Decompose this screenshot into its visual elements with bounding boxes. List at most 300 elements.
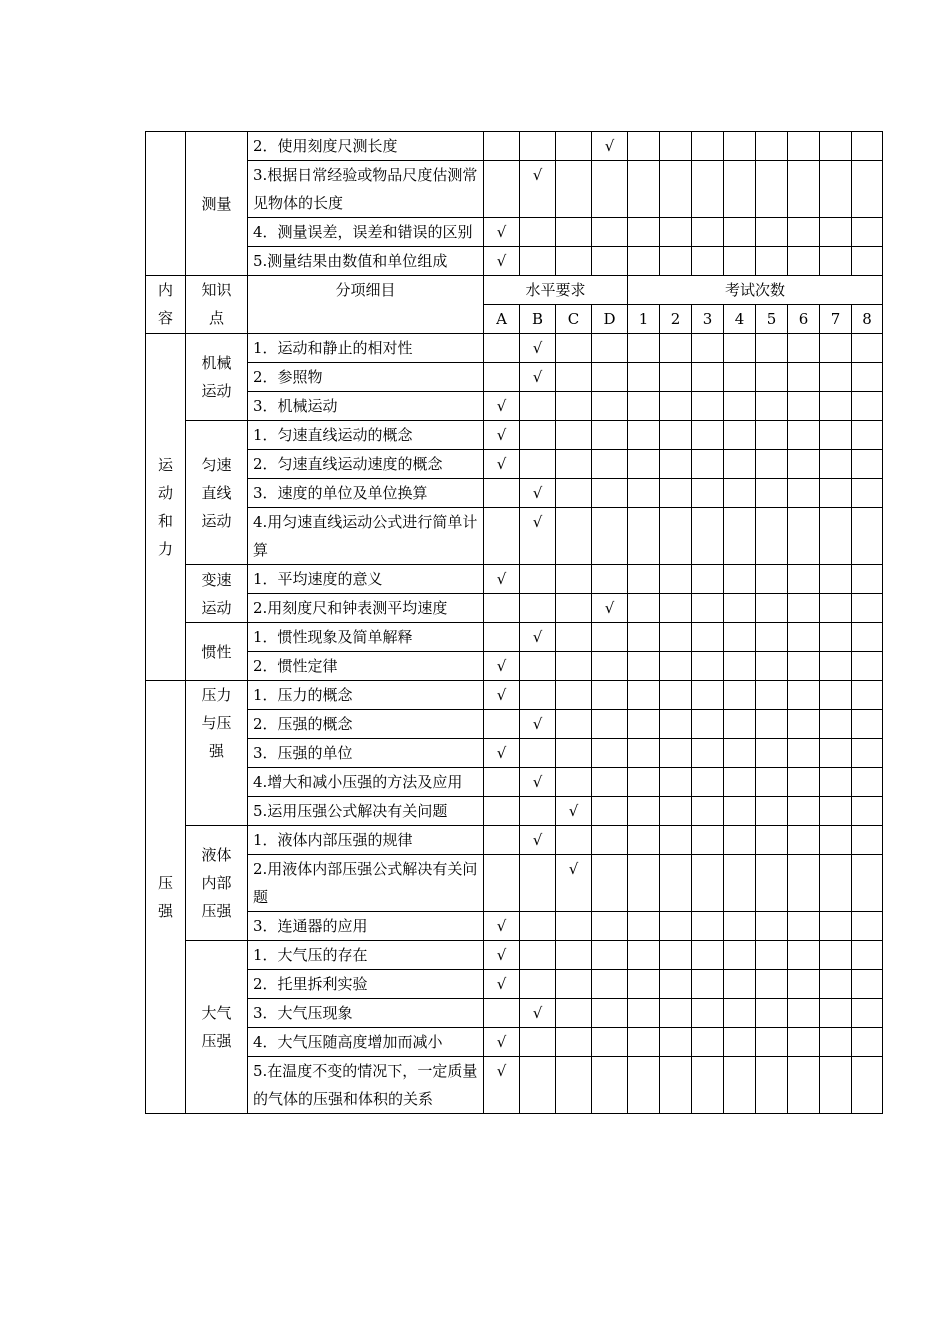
exam-count-cell [692, 710, 724, 739]
level-c-cell [556, 392, 592, 421]
exam-count-cell [820, 450, 852, 479]
check-mark: √ [496, 917, 507, 935]
exam-count-cell [852, 479, 883, 508]
check-mark: √ [532, 773, 543, 791]
exam-count-cell [628, 739, 660, 768]
level-b-cell [520, 363, 556, 392]
check-mark: √ [532, 831, 543, 849]
exam-count-cell [756, 681, 788, 710]
level-c-cell [556, 594, 592, 623]
syllabus-table [145, 131, 883, 1114]
item-detail: 5.在温度不变的情况下，一定质量的气体的压强和体积的关系 [248, 1057, 484, 1114]
exam-count-cell [660, 421, 692, 450]
exam-count-cell [724, 508, 756, 565]
level-d-cell [592, 565, 628, 594]
level-a-cell [484, 1057, 520, 1114]
level-c-cell [556, 479, 592, 508]
level-b-cell [520, 941, 556, 970]
level-a-cell [484, 623, 520, 652]
exam-count-cell [692, 826, 724, 855]
level-b-cell [520, 421, 556, 450]
exam-count-cell [852, 565, 883, 594]
exam-count-cell [852, 392, 883, 421]
table-row [146, 681, 883, 710]
level-a-cell [484, 421, 520, 450]
exam-count-cell [692, 392, 724, 421]
check-mark: √ [496, 686, 507, 704]
header-level-c: C [556, 305, 592, 334]
exam-count-cell [788, 941, 820, 970]
exam-count-cell [820, 797, 852, 826]
exam-count-cell [692, 855, 724, 912]
level-b-cell [520, 479, 556, 508]
exam-count-cell [756, 218, 788, 247]
exam-count-cell [788, 912, 820, 941]
content-cell [146, 132, 186, 276]
exam-count-cell [724, 421, 756, 450]
check-mark: √ [532, 628, 543, 646]
item-detail: 1．压力的概念 [248, 681, 484, 710]
exam-count-cell [692, 1028, 724, 1057]
table-row [146, 652, 883, 681]
level-b-cell [520, 1028, 556, 1057]
exam-count-cell [852, 623, 883, 652]
exam-count-cell [628, 565, 660, 594]
exam-count-cell [724, 652, 756, 681]
check-mark: √ [496, 252, 507, 270]
level-c-cell [556, 363, 592, 392]
check-mark: √ [532, 715, 543, 733]
table-row [146, 912, 883, 941]
level-d-cell [592, 855, 628, 912]
exam-count-cell [820, 161, 852, 218]
exam-count-cell [724, 797, 756, 826]
level-b-cell [520, 652, 556, 681]
table-row [146, 363, 883, 392]
item-detail: 1．匀速直线运动的概念 [248, 421, 484, 450]
exam-count-cell [852, 999, 883, 1028]
table-row [146, 247, 883, 276]
exam-count-cell [820, 363, 852, 392]
level-d-cell [592, 999, 628, 1028]
exam-count-cell [692, 218, 724, 247]
exam-count-cell [724, 941, 756, 970]
exam-count-cell [820, 421, 852, 450]
exam-count-cell [788, 855, 820, 912]
level-a-cell [484, 363, 520, 392]
check-mark: √ [496, 657, 507, 675]
exam-count-cell [628, 247, 660, 276]
exam-count-cell [628, 999, 660, 1028]
item-detail: 2．使用刻度尺测长度 [248, 132, 484, 161]
exam-count-cell [756, 999, 788, 1028]
level-b-cell [520, 450, 556, 479]
level-b-cell [520, 855, 556, 912]
exam-count-cell [692, 161, 724, 218]
level-d-cell [592, 450, 628, 479]
exam-count-cell [660, 334, 692, 363]
exam-count-cell [660, 363, 692, 392]
level-d-cell [592, 710, 628, 739]
table-row [146, 594, 883, 623]
check-mark: √ [496, 397, 507, 415]
table-body [146, 132, 883, 1114]
exam-count-cell [660, 161, 692, 218]
exam-count-cell [788, 1028, 820, 1057]
exam-count-cell [628, 218, 660, 247]
exam-count-cell [756, 1028, 788, 1057]
exam-count-cell [660, 450, 692, 479]
exam-count-cell [852, 912, 883, 941]
level-a-cell [484, 247, 520, 276]
level-b-cell [520, 594, 556, 623]
table-row [146, 421, 883, 450]
level-a-cell [484, 681, 520, 710]
table-row [146, 739, 883, 768]
check-mark: √ [604, 599, 615, 617]
item-detail: 3.根据日常经验或物品尺度估测常见物体的长度 [248, 161, 484, 218]
level-d-cell [592, 826, 628, 855]
table-row [146, 941, 883, 970]
table-row [146, 392, 883, 421]
level-d-cell [592, 681, 628, 710]
exam-count-cell [660, 797, 692, 826]
level-b-cell [520, 970, 556, 999]
exam-count-cell [660, 623, 692, 652]
level-a-cell [484, 652, 520, 681]
header-exam-1: 1 [628, 305, 660, 334]
exam-count-cell [692, 1057, 724, 1114]
exam-count-cell [820, 999, 852, 1028]
item-detail: 2．托里拆利实验 [248, 970, 484, 999]
exam-count-cell [628, 912, 660, 941]
item-detail: 2.用液体内部压强公式解决有关问题 [248, 855, 484, 912]
table-row [146, 218, 883, 247]
exam-count-cell [820, 912, 852, 941]
header-exam-3: 3 [692, 305, 724, 334]
item-detail: 1．大气压的存在 [248, 941, 484, 970]
item-detail: 4．测量误差，误差和错误的区别 [248, 218, 484, 247]
exam-count-cell [724, 855, 756, 912]
vertical-label: 压强 [157, 874, 173, 920]
exam-count-cell [756, 132, 788, 161]
level-d-cell [592, 652, 628, 681]
table-row [146, 999, 883, 1028]
exam-count-cell [852, 450, 883, 479]
level-b-cell [520, 826, 556, 855]
exam-count-cell [660, 132, 692, 161]
exam-count-cell [724, 999, 756, 1028]
exam-count-cell [660, 247, 692, 276]
exam-count-cell [724, 739, 756, 768]
header-level-a: A [484, 305, 520, 334]
table-row [146, 132, 883, 161]
item-detail: 3．速度的单位及单位换算 [248, 479, 484, 508]
content-cell [146, 334, 186, 681]
exam-count-cell [628, 594, 660, 623]
exam-count-cell [756, 855, 788, 912]
exam-count-cell [756, 739, 788, 768]
level-c-cell [556, 710, 592, 739]
exam-count-cell [852, 363, 883, 392]
level-b-cell [520, 710, 556, 739]
exam-count-cell [724, 247, 756, 276]
header-exam-7: 7 [820, 305, 852, 334]
table-row [146, 768, 883, 797]
table-row [146, 623, 883, 652]
level-a-cell [484, 970, 520, 999]
exam-count-cell [788, 1057, 820, 1114]
exam-count-cell [724, 218, 756, 247]
check-mark: √ [604, 137, 615, 155]
exam-count-cell [852, 710, 883, 739]
level-c-cell [556, 999, 592, 1028]
level-c-cell [556, 739, 592, 768]
exam-count-cell [756, 450, 788, 479]
exam-count-cell [756, 826, 788, 855]
exam-count-cell [820, 941, 852, 970]
knowledge-point: 测量 [186, 132, 248, 276]
exam-count-cell [692, 941, 724, 970]
level-b-cell [520, 768, 556, 797]
level-b-cell [520, 247, 556, 276]
check-mark: √ [532, 166, 543, 184]
level-d-cell [592, 941, 628, 970]
exam-count-cell [724, 594, 756, 623]
level-a-cell [484, 912, 520, 941]
level-d-cell [592, 1028, 628, 1057]
level-d-cell [592, 218, 628, 247]
check-mark: √ [496, 426, 507, 444]
exam-count-cell [852, 218, 883, 247]
exam-count-cell [820, 768, 852, 797]
exam-count-cell [852, 941, 883, 970]
level-a-cell [484, 479, 520, 508]
exam-count-cell [692, 247, 724, 276]
level-c-cell [556, 450, 592, 479]
item-detail: 2．参照物 [248, 363, 484, 392]
level-c-cell [556, 652, 592, 681]
exam-count-cell [820, 508, 852, 565]
exam-count-cell [692, 132, 724, 161]
level-c-cell [556, 247, 592, 276]
level-a-cell [484, 710, 520, 739]
exam-count-cell [788, 826, 820, 855]
exam-count-cell [788, 421, 820, 450]
level-a-cell [484, 218, 520, 247]
table-row [146, 970, 883, 999]
exam-count-cell [820, 334, 852, 363]
exam-count-cell [692, 334, 724, 363]
header-exam-5: 5 [756, 305, 788, 334]
level-d-cell [592, 768, 628, 797]
exam-count-cell [660, 508, 692, 565]
item-detail: 3．压强的单位 [248, 739, 484, 768]
check-mark: √ [496, 1033, 507, 1051]
exam-count-cell [756, 1057, 788, 1114]
exam-count-cell [788, 363, 820, 392]
item-detail: 1．液体内部压强的规律 [248, 826, 484, 855]
level-c-cell [556, 768, 592, 797]
exam-count-cell [788, 392, 820, 421]
exam-count-cell [852, 970, 883, 999]
level-a-cell [484, 768, 520, 797]
level-c-cell [556, 681, 592, 710]
level-a-cell [484, 739, 520, 768]
exam-count-cell [660, 912, 692, 941]
exam-count-cell [724, 681, 756, 710]
exam-count-cell [820, 1028, 852, 1057]
exam-count-cell [820, 855, 852, 912]
item-detail: 2．匀速直线运动速度的概念 [248, 450, 484, 479]
level-c-cell [556, 970, 592, 999]
level-c-cell [556, 941, 592, 970]
knowledge-point: 机械运动 [186, 334, 248, 421]
item-detail: 4.用匀速直线运动公式进行简单计算 [248, 508, 484, 565]
item-detail: 2．惯性定律 [248, 652, 484, 681]
table-row [146, 450, 883, 479]
exam-count-cell [628, 479, 660, 508]
exam-count-cell [628, 681, 660, 710]
level-b-cell [520, 161, 556, 218]
exam-count-cell [852, 132, 883, 161]
exam-count-cell [820, 565, 852, 594]
exam-count-cell [660, 739, 692, 768]
exam-count-cell [628, 623, 660, 652]
exam-count-cell [660, 768, 692, 797]
exam-count-cell [692, 479, 724, 508]
table-row [146, 334, 883, 363]
exam-count-cell [628, 941, 660, 970]
exam-count-cell [660, 479, 692, 508]
exam-count-cell [852, 652, 883, 681]
exam-count-cell [820, 1057, 852, 1114]
exam-count-cell [660, 1028, 692, 1057]
exam-count-cell [788, 565, 820, 594]
level-b-cell [520, 392, 556, 421]
exam-count-cell [692, 421, 724, 450]
table-row [146, 161, 883, 218]
exam-count-cell [724, 1028, 756, 1057]
exam-count-cell [788, 334, 820, 363]
exam-count-cell [660, 594, 692, 623]
exam-count-cell [628, 334, 660, 363]
header-exam-8: 8 [852, 305, 883, 334]
exam-count-cell [628, 508, 660, 565]
check-mark: √ [496, 455, 507, 473]
level-a-cell [484, 565, 520, 594]
table-row [146, 565, 883, 594]
exam-count-cell [724, 970, 756, 999]
table-row [146, 797, 883, 826]
exam-count-cell [724, 710, 756, 739]
header-exam-6: 6 [788, 305, 820, 334]
exam-count-cell [820, 681, 852, 710]
exam-count-cell [724, 912, 756, 941]
exam-count-cell [852, 855, 883, 912]
knowledge-point: 压力与压强 [186, 681, 248, 826]
exam-count-cell [628, 421, 660, 450]
header-row [146, 276, 883, 305]
level-d-cell [592, 912, 628, 941]
level-b-cell [520, 565, 556, 594]
header-knowledge-point: 知识点 [186, 276, 248, 334]
exam-count-cell [660, 565, 692, 594]
level-c-cell [556, 565, 592, 594]
level-b-cell [520, 334, 556, 363]
table-row [146, 479, 883, 508]
table-row [146, 1057, 883, 1114]
level-c-cell [556, 132, 592, 161]
exam-count-cell [788, 247, 820, 276]
exam-count-cell [788, 768, 820, 797]
item-detail: 3．机械运动 [248, 392, 484, 421]
exam-count-cell [628, 161, 660, 218]
item-detail: 3．大气压现象 [248, 999, 484, 1028]
item-detail: 2.用刻度尺和钟表测平均速度 [248, 594, 484, 623]
level-a-cell [484, 941, 520, 970]
exam-count-cell [724, 132, 756, 161]
exam-count-cell [724, 334, 756, 363]
item-detail: 5.测量结果由数值和单位组成 [248, 247, 484, 276]
header-exam-4: 4 [724, 305, 756, 334]
content-cell [146, 681, 186, 1114]
exam-count-cell [724, 161, 756, 218]
level-d-cell [592, 623, 628, 652]
exam-count-cell [820, 652, 852, 681]
exam-count-cell [852, 768, 883, 797]
exam-count-cell [788, 508, 820, 565]
exam-count-cell [756, 710, 788, 739]
check-mark: √ [532, 1004, 543, 1022]
level-c-cell [556, 334, 592, 363]
level-d-cell [592, 739, 628, 768]
exam-count-cell [820, 623, 852, 652]
exam-count-cell [628, 710, 660, 739]
exam-count-cell [756, 363, 788, 392]
exam-count-cell [788, 652, 820, 681]
exam-count-cell [756, 421, 788, 450]
level-d-cell [592, 970, 628, 999]
check-mark: √ [496, 744, 507, 762]
level-d-cell [592, 508, 628, 565]
knowledge-point: 变速运动 [186, 565, 248, 623]
exam-count-cell [788, 623, 820, 652]
exam-count-cell [788, 797, 820, 826]
exam-count-cell [692, 970, 724, 999]
exam-count-cell [788, 710, 820, 739]
level-c-cell [556, 161, 592, 218]
item-detail: 4．大气压随高度增加而减小 [248, 1028, 484, 1057]
exam-count-cell [756, 479, 788, 508]
exam-count-cell [788, 970, 820, 999]
exam-count-cell [788, 999, 820, 1028]
exam-count-cell [692, 652, 724, 681]
exam-count-cell [692, 508, 724, 565]
level-a-cell [484, 392, 520, 421]
exam-count-cell [756, 912, 788, 941]
level-d-cell [592, 392, 628, 421]
level-c-cell [556, 855, 592, 912]
level-b-cell [520, 132, 556, 161]
exam-count-cell [692, 363, 724, 392]
exam-count-cell [756, 594, 788, 623]
exam-count-cell [820, 739, 852, 768]
exam-count-cell [852, 1028, 883, 1057]
level-b-cell [520, 739, 556, 768]
header-exam-2: 2 [660, 305, 692, 334]
level-d-cell [592, 594, 628, 623]
